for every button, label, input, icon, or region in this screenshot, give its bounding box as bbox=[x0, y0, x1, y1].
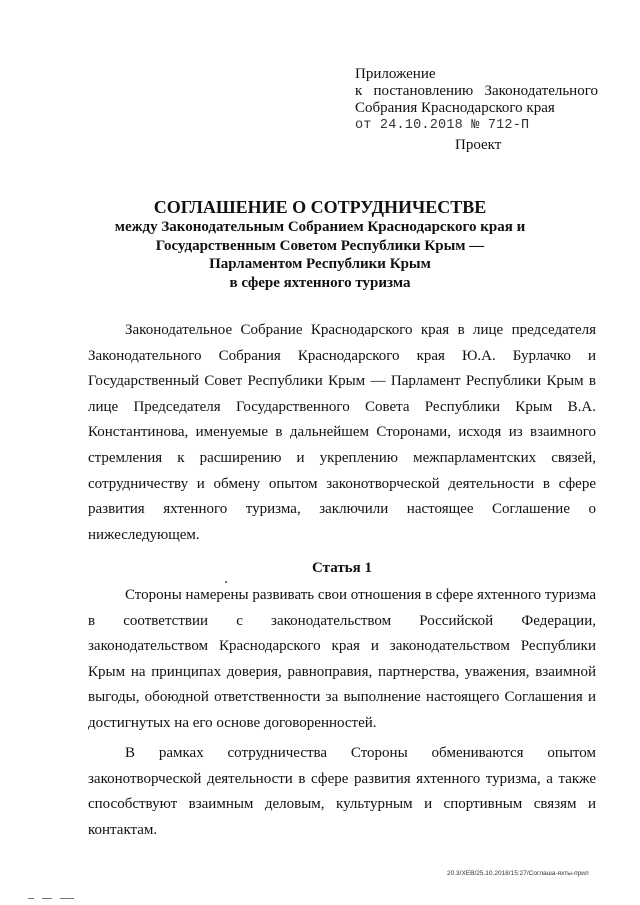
title-sub-line: в сфере яхтенного туризма bbox=[229, 274, 411, 291]
title-sub-line: Государственным Советом Республики Крым — bbox=[155, 237, 485, 254]
preamble-paragraph bbox=[88, 318, 596, 548]
preamble-text: Законодательное Собрание Краснодарского края в лице председателя Законодательного Собрания Краснодарского края Ю.А. Бурлачко и Государственный Совет Республики Крым — Парламент Республики Крым в лице Председателя Государственного Совета Республики Крым В.А. Константинова, именуемые в дальнейшем Сторонами, исходя из взаимного стремления к расширению и укреплению межпарламентских связей, сотрудничеству и обмену опытом законотворческой деятельности в сфере развития яхтенного туризма, заключили настоящее Соглашение о нижеследующем. bbox=[88, 322, 596, 543]
article-paragraph bbox=[88, 741, 596, 843]
article-text: В рамках сотрудничества Стороны обмениваются опытом законотворческой деятельности в сфере развития яхтенного туризма, а также способствуют взаимным деловым, культурным и спортивным связям и контактам. bbox=[88, 745, 596, 838]
appendix-word: постановлению bbox=[373, 83, 474, 99]
scan-marks bbox=[28, 898, 88, 900]
article-heading: Статья 1 bbox=[312, 560, 372, 576]
footer-file-code: 20.3/ХЕВ/25.10.2018/15:27/Соглаша-яхты-прил bbox=[447, 870, 589, 877]
title-sub-line: между Законодательным Собранием Краснодарского края и bbox=[114, 219, 526, 235]
project-label: Проект bbox=[455, 137, 502, 153]
article-text: Стороны намерены развивать свои отношения в сфере яхтенного туризма в соответствии с законодательством Российской Федерации, законодательством Краснодарского края и законодательством Республики Крым на принципах доверия, равноправия, партнерства, уважения, взаимной выгоды, обоюдной ответственности за выполнение настоящего Соглашения и достигнутых на его основе договоренностей. bbox=[88, 587, 596, 731]
title-sub-line: Парламентом Республики Крым bbox=[209, 256, 431, 272]
appendix-label: Приложение bbox=[355, 66, 436, 82]
appendix-reference-line bbox=[355, 83, 598, 100]
article-paragraph bbox=[88, 583, 596, 737]
appendix-assembly-name: Собрания Краснодарского края bbox=[355, 100, 555, 116]
title-main: СОГЛАШЕНИЕ О СОТРУДНИЧЕСТВЕ bbox=[153, 197, 487, 217]
appendix-word: к bbox=[355, 83, 363, 99]
document-title bbox=[60, 196, 580, 292]
appendix-date-stamp: от 24.10.2018 № 712-П bbox=[355, 118, 530, 133]
appendix-word: Законодательного bbox=[484, 83, 598, 99]
appendix-block bbox=[355, 66, 605, 134]
